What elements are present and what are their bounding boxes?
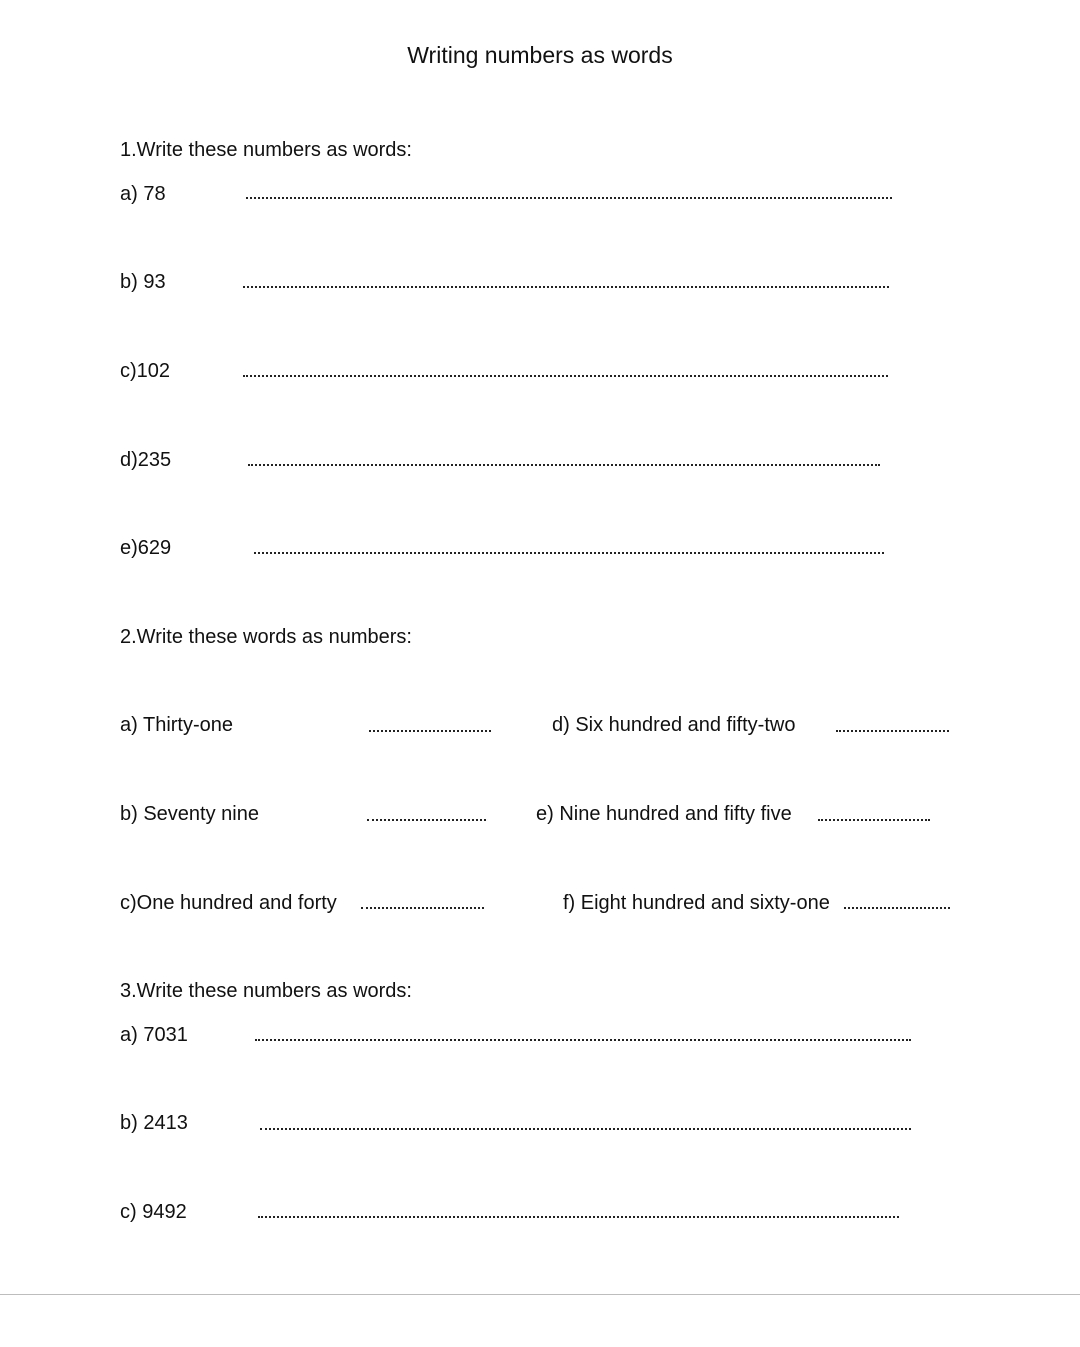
s3-item-a-answer-line[interactable] [255, 1039, 911, 1041]
s1-item-c-answer-line[interactable] [243, 375, 888, 377]
s1-item-b-answer-line[interactable] [243, 286, 889, 288]
s3-item-c-label: c) 9492 [120, 1201, 187, 1223]
s2-item-e-answer-line[interactable] [818, 819, 930, 821]
s3-item-b-label: b) 2413 [120, 1112, 188, 1134]
section-1-heading: 1.Write these numbers as words: [120, 139, 412, 161]
s2-item-a-label: a) Thirty-one [120, 714, 234, 736]
section-3-heading: 3.Write these numbers as words: [120, 980, 412, 1002]
s1-item-b-label: b) 93 [120, 271, 166, 293]
s2-item-f-answer-line[interactable] [844, 907, 950, 909]
s1-item-e-label: e)629 [120, 537, 172, 559]
s2-item-b-label: b) Seventy nine [120, 803, 259, 825]
s2-item-c-answer-line[interactable] [361, 907, 484, 909]
s1-item-a-answer-line[interactable] [246, 197, 892, 199]
s2-item-d-label: d) Six hundred and fifty-two [552, 714, 796, 736]
s3-item-b-answer-line[interactable] [260, 1128, 911, 1130]
page-title: Writing numbers as words [407, 42, 673, 68]
s1-item-a-label: a) 78 [120, 183, 166, 205]
s2-item-d-answer-line[interactable] [836, 730, 949, 732]
page-bottom-divider [0, 1294, 1080, 1295]
s3-item-c-answer-line[interactable] [258, 1216, 899, 1218]
section-2-heading: 2.Write these words as numbers: [120, 626, 412, 648]
s2-item-b-answer-line[interactable] [367, 819, 486, 821]
s1-item-d-answer-line[interactable] [248, 464, 880, 466]
s1-item-e-answer-line[interactable] [254, 552, 884, 554]
s1-item-d-label: d)235 [120, 449, 172, 471]
s3-item-a-label: a) 7031 [120, 1024, 188, 1046]
s2-item-a-answer-line[interactable] [369, 730, 491, 732]
s2-item-f-label: f) Eight hundred and sixty-one [563, 892, 830, 914]
s2-item-c-label: c)One hundred and forty [120, 892, 337, 914]
s1-item-c-label: c)102 [120, 360, 171, 382]
s2-item-e-label: e) Nine hundred and fifty five [536, 803, 792, 825]
